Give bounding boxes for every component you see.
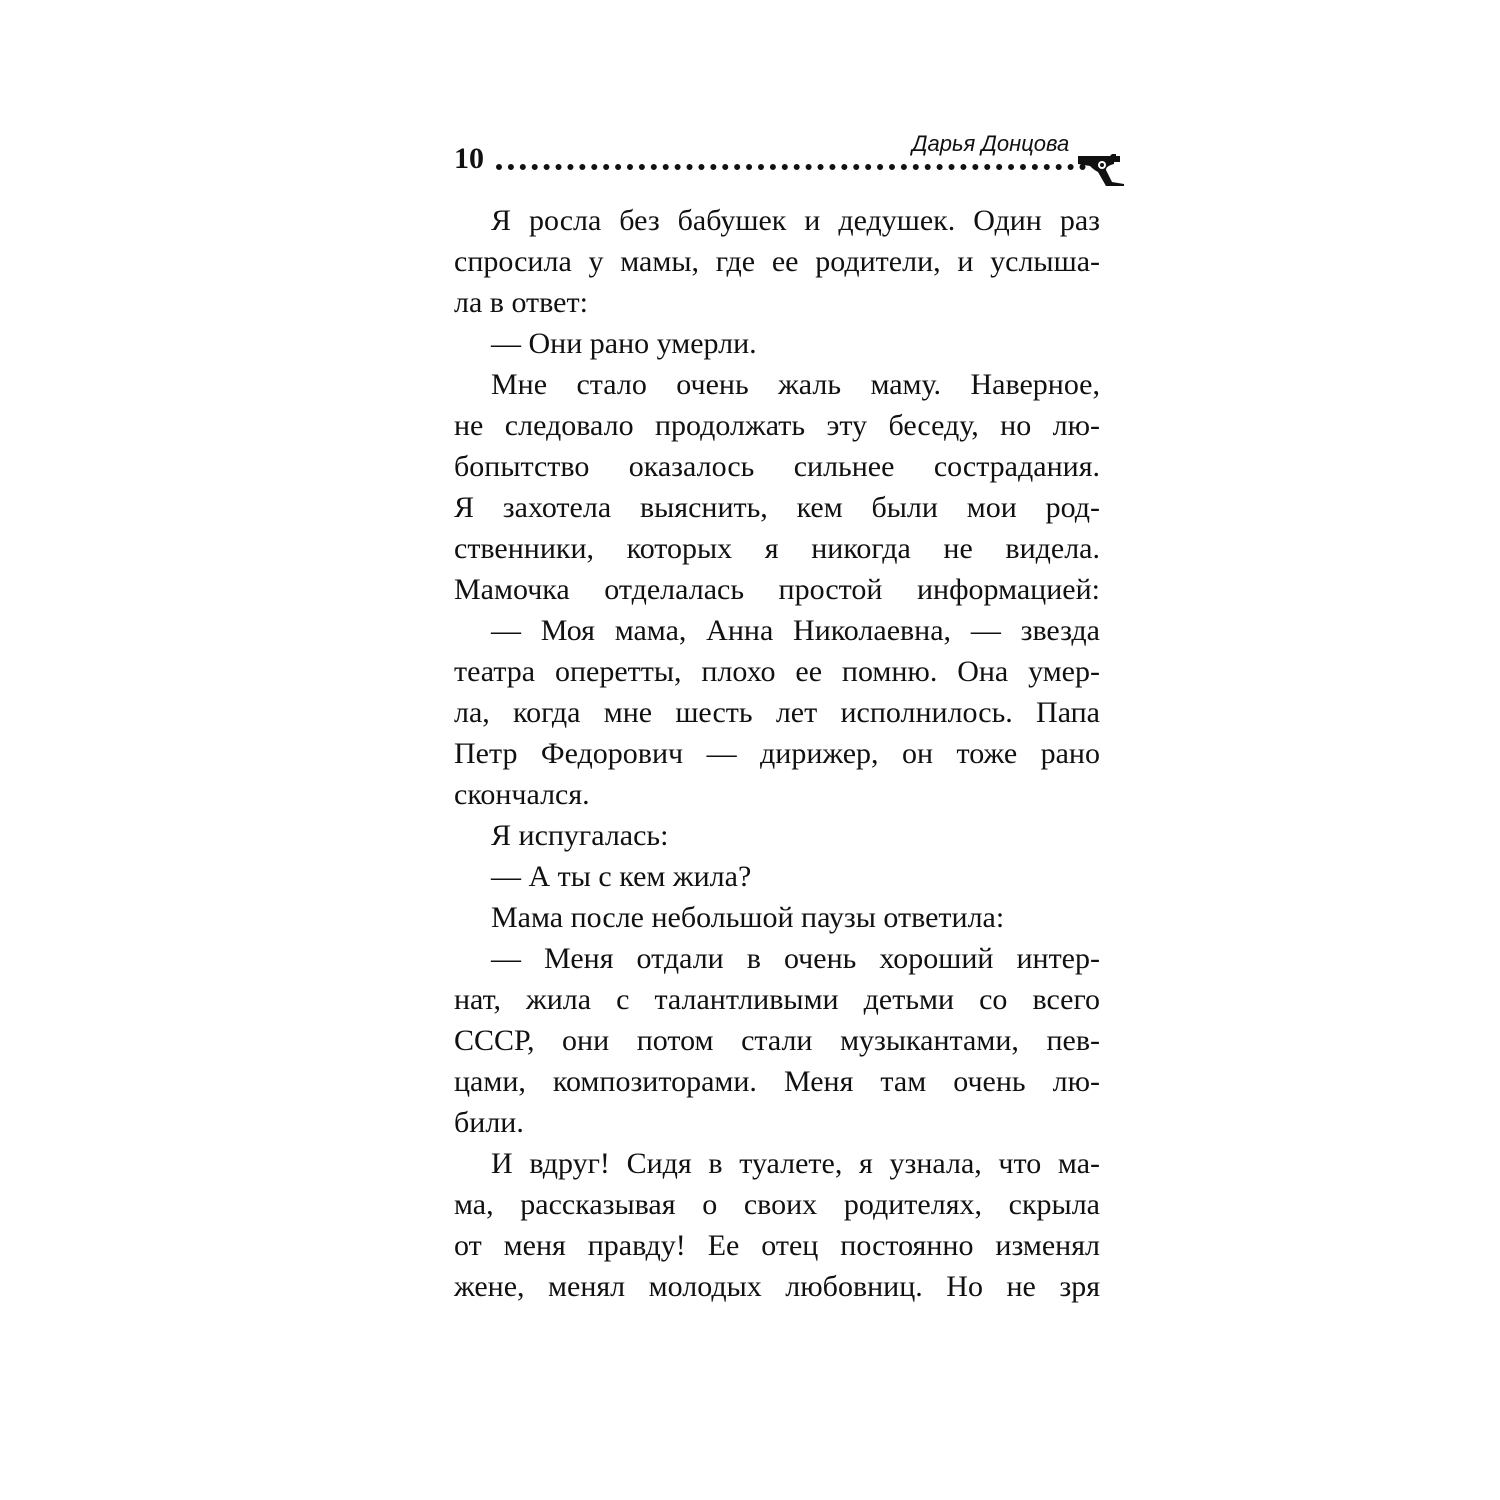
text-line: Петр Федорович — дирижер, он тоже рано [454,737,1100,770]
dotted-leader [496,164,1086,170]
text-line: — Моя мама, Анна Николаевна, — звезда [491,614,1100,647]
text-line: театра оперетты, плохо ее помню. Она умер- [454,655,1100,688]
text-line: Мама после небольшой паузы ответила: [491,901,1005,934]
text-line: нат, жила с талантливыми детьми со всего [454,983,1100,1016]
running-header [454,128,1124,190]
text-line: от меня правду! Ее отец постоянно изменял [454,1229,1100,1262]
text-line: — Они рано умерли. [491,327,757,360]
text-line: били. [454,1106,524,1139]
text-line: ла, когда мне шесть лет исполнилось. Папа [454,696,1100,729]
text-line: ла в ответ: [454,286,588,319]
text-line: Я росла без бабушек и дедушек. Один раз [491,204,1100,237]
text-line: жене, менял молодых любовниц. Но не зря [454,1270,1100,1303]
text-line: Мне стало очень жаль маму. Наверное, [491,368,1100,401]
text-line: ма, рассказывая о своих родителях, скрыла [454,1188,1100,1221]
text-line: СССР, они потом стали музыкантами, пев- [454,1024,1100,1057]
text-line: бопытство оказалось сильнее сострадания. [454,450,1100,483]
text-line: скончался. [454,778,590,811]
text-line: — А ты с кем жила? [491,860,752,893]
text-line: цами, композиторами. Меня там очень лю- [454,1065,1100,1098]
text-line: — Меня отдали в очень хороший интер- [491,942,1100,975]
text-line: Я захотела выяснить, кем были мои род- [454,491,1100,524]
page-number: 10 [454,142,484,175]
text-line: спросила у мамы, где ее родители, и услыша- [454,245,1100,278]
revolver-icon [1076,146,1126,186]
text-line: Я испугалась: [491,819,669,852]
text-line: И вдруг! Сидя в туалете, я узнала, что ма- [491,1147,1100,1180]
text-line: ственники, которых я никогда не видела. [454,532,1100,565]
body-text [454,200,1100,1307]
text-line: не следовало продолжать эту беседу, но лю- [454,409,1100,442]
text-line: Мамочка отделалась простой информацией: [454,573,1100,606]
author-name: Дарья Донцова [912,131,1070,156]
